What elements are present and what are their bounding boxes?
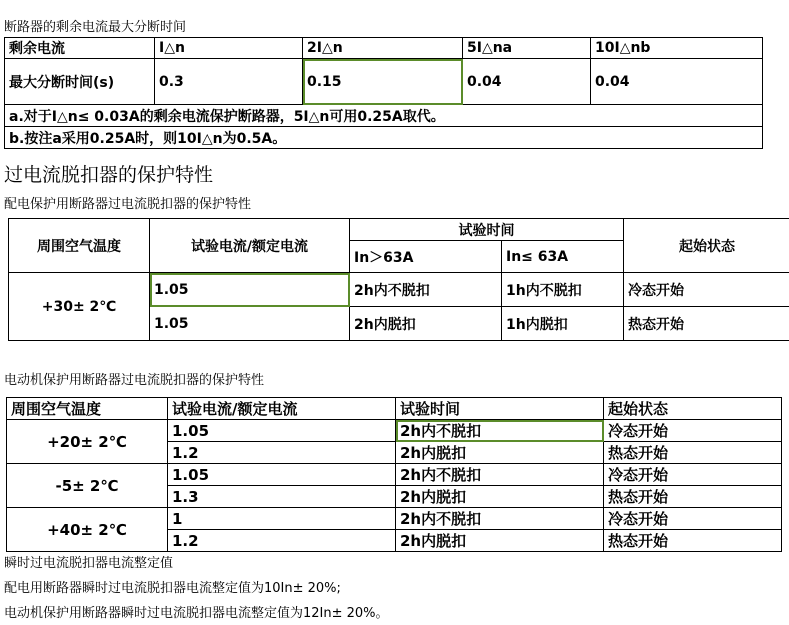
header-state: 起始状态 (624, 219, 789, 273)
note-b: b.按注a采用0.25A时，则10I△n为0.5A。 (5, 127, 763, 149)
temp-cell: -5± 2℃ (7, 464, 168, 508)
header-cell: 10I△nb (591, 38, 763, 59)
selected-cell[interactable]: 1.05 (150, 273, 350, 307)
table-cell[interactable]: 冷态开始 (624, 273, 789, 307)
table-cell[interactable]: 2h内脱扣 (396, 442, 604, 464)
section4-caption: 瞬时过电流脱扣器电流整定值 (4, 556, 174, 571)
note-a: a.对于I△n≤ 0.03A的剩余电流保护断路器，5I△n可用0.25A取代。 (5, 105, 763, 127)
table-cell[interactable]: 1.05 (150, 307, 350, 341)
table-cell[interactable]: 2h内不脱扣 (396, 464, 604, 486)
section4-line2: 电动机保护用断路器瞬时过电流脱扣器电流整定值为12In± 20%。 (4, 606, 389, 621)
table-cell[interactable]: 2h内不脱扣 (396, 508, 604, 530)
table-cell[interactable]: 1.05 (168, 464, 396, 486)
motor-protection-table (6, 397, 782, 552)
table-cell[interactable]: 1.2 (168, 442, 396, 464)
header-cell: 5I△na (463, 38, 591, 59)
section2-heading: 过电流脱扣器的保护特性 (4, 164, 214, 186)
table-cell[interactable]: 热态开始 (604, 442, 782, 464)
temp-cell: +40± 2℃ (7, 508, 168, 552)
header-cell: I△n (155, 38, 303, 59)
header-temp: 周围空气温度 (9, 219, 150, 273)
header-cell: 试验电流/额定电流 (168, 398, 396, 420)
table-cell[interactable]: 1h内脱扣 (502, 307, 624, 341)
value-cell[interactable]: 0.3 (155, 59, 303, 105)
row-label: 最大分断时间(s) (5, 59, 155, 105)
table-cell[interactable]: 2h内不脱扣 (350, 273, 502, 307)
header-cell: 2I△n (303, 38, 463, 59)
value-cell[interactable]: 0.04 (463, 59, 591, 105)
header-cell: 剩余电流 (5, 38, 155, 59)
table-cell[interactable]: 冷态开始 (604, 464, 782, 486)
table-cell[interactable]: 热态开始 (624, 307, 789, 341)
header-cell: 试验时间 (396, 398, 604, 420)
section2-caption: 配电保护用断路器过电流脱扣器的保护特性 (4, 197, 252, 212)
table-cell[interactable]: 热态开始 (604, 530, 782, 552)
table-cell[interactable]: 1h内不脱扣 (502, 273, 624, 307)
table-cell[interactable]: 1.2 (168, 530, 396, 552)
table-cell[interactable]: 2h内脱扣 (396, 530, 604, 552)
section4-line1: 配电用断路器瞬时过电流脱扣器电流整定值为10In± 20%; (4, 581, 341, 596)
table-cell[interactable]: 热态开始 (604, 486, 782, 508)
header-test-time: 试验时间 (350, 219, 624, 241)
header-time-a: In＞63A (350, 241, 502, 273)
table-cell[interactable]: 1 (168, 508, 396, 530)
residual-current-table (4, 37, 763, 149)
table-cell[interactable]: 冷态开始 (604, 508, 782, 530)
distribution-protection-table (8, 218, 789, 341)
selected-cell[interactable]: 2h内不脱扣 (396, 420, 604, 442)
temp-cell: +20± 2℃ (7, 420, 168, 464)
value-cell[interactable]: 0.04 (591, 59, 763, 105)
section1-caption: 断路器的剩余电流最大分断时间 (4, 20, 187, 35)
header-time-b: In≤ 63A (502, 241, 624, 273)
header-cell: 起始状态 (604, 398, 782, 420)
selected-cell[interactable]: 0.15 (303, 59, 463, 105)
section3-caption: 电动机保护用断路器过电流脱扣器的保护特性 (4, 373, 265, 388)
table-cell[interactable]: 1.05 (168, 420, 396, 442)
header-cell: 周围空气温度 (7, 398, 168, 420)
temp-cell: +30± 2℃ (9, 273, 150, 341)
table-cell[interactable]: 冷态开始 (604, 420, 782, 442)
header-ratio: 试验电流/额定电流 (150, 219, 350, 273)
table-cell[interactable]: 2h内脱扣 (396, 486, 604, 508)
table-cell[interactable]: 2h内脱扣 (350, 307, 502, 341)
table-cell[interactable]: 1.3 (168, 486, 396, 508)
